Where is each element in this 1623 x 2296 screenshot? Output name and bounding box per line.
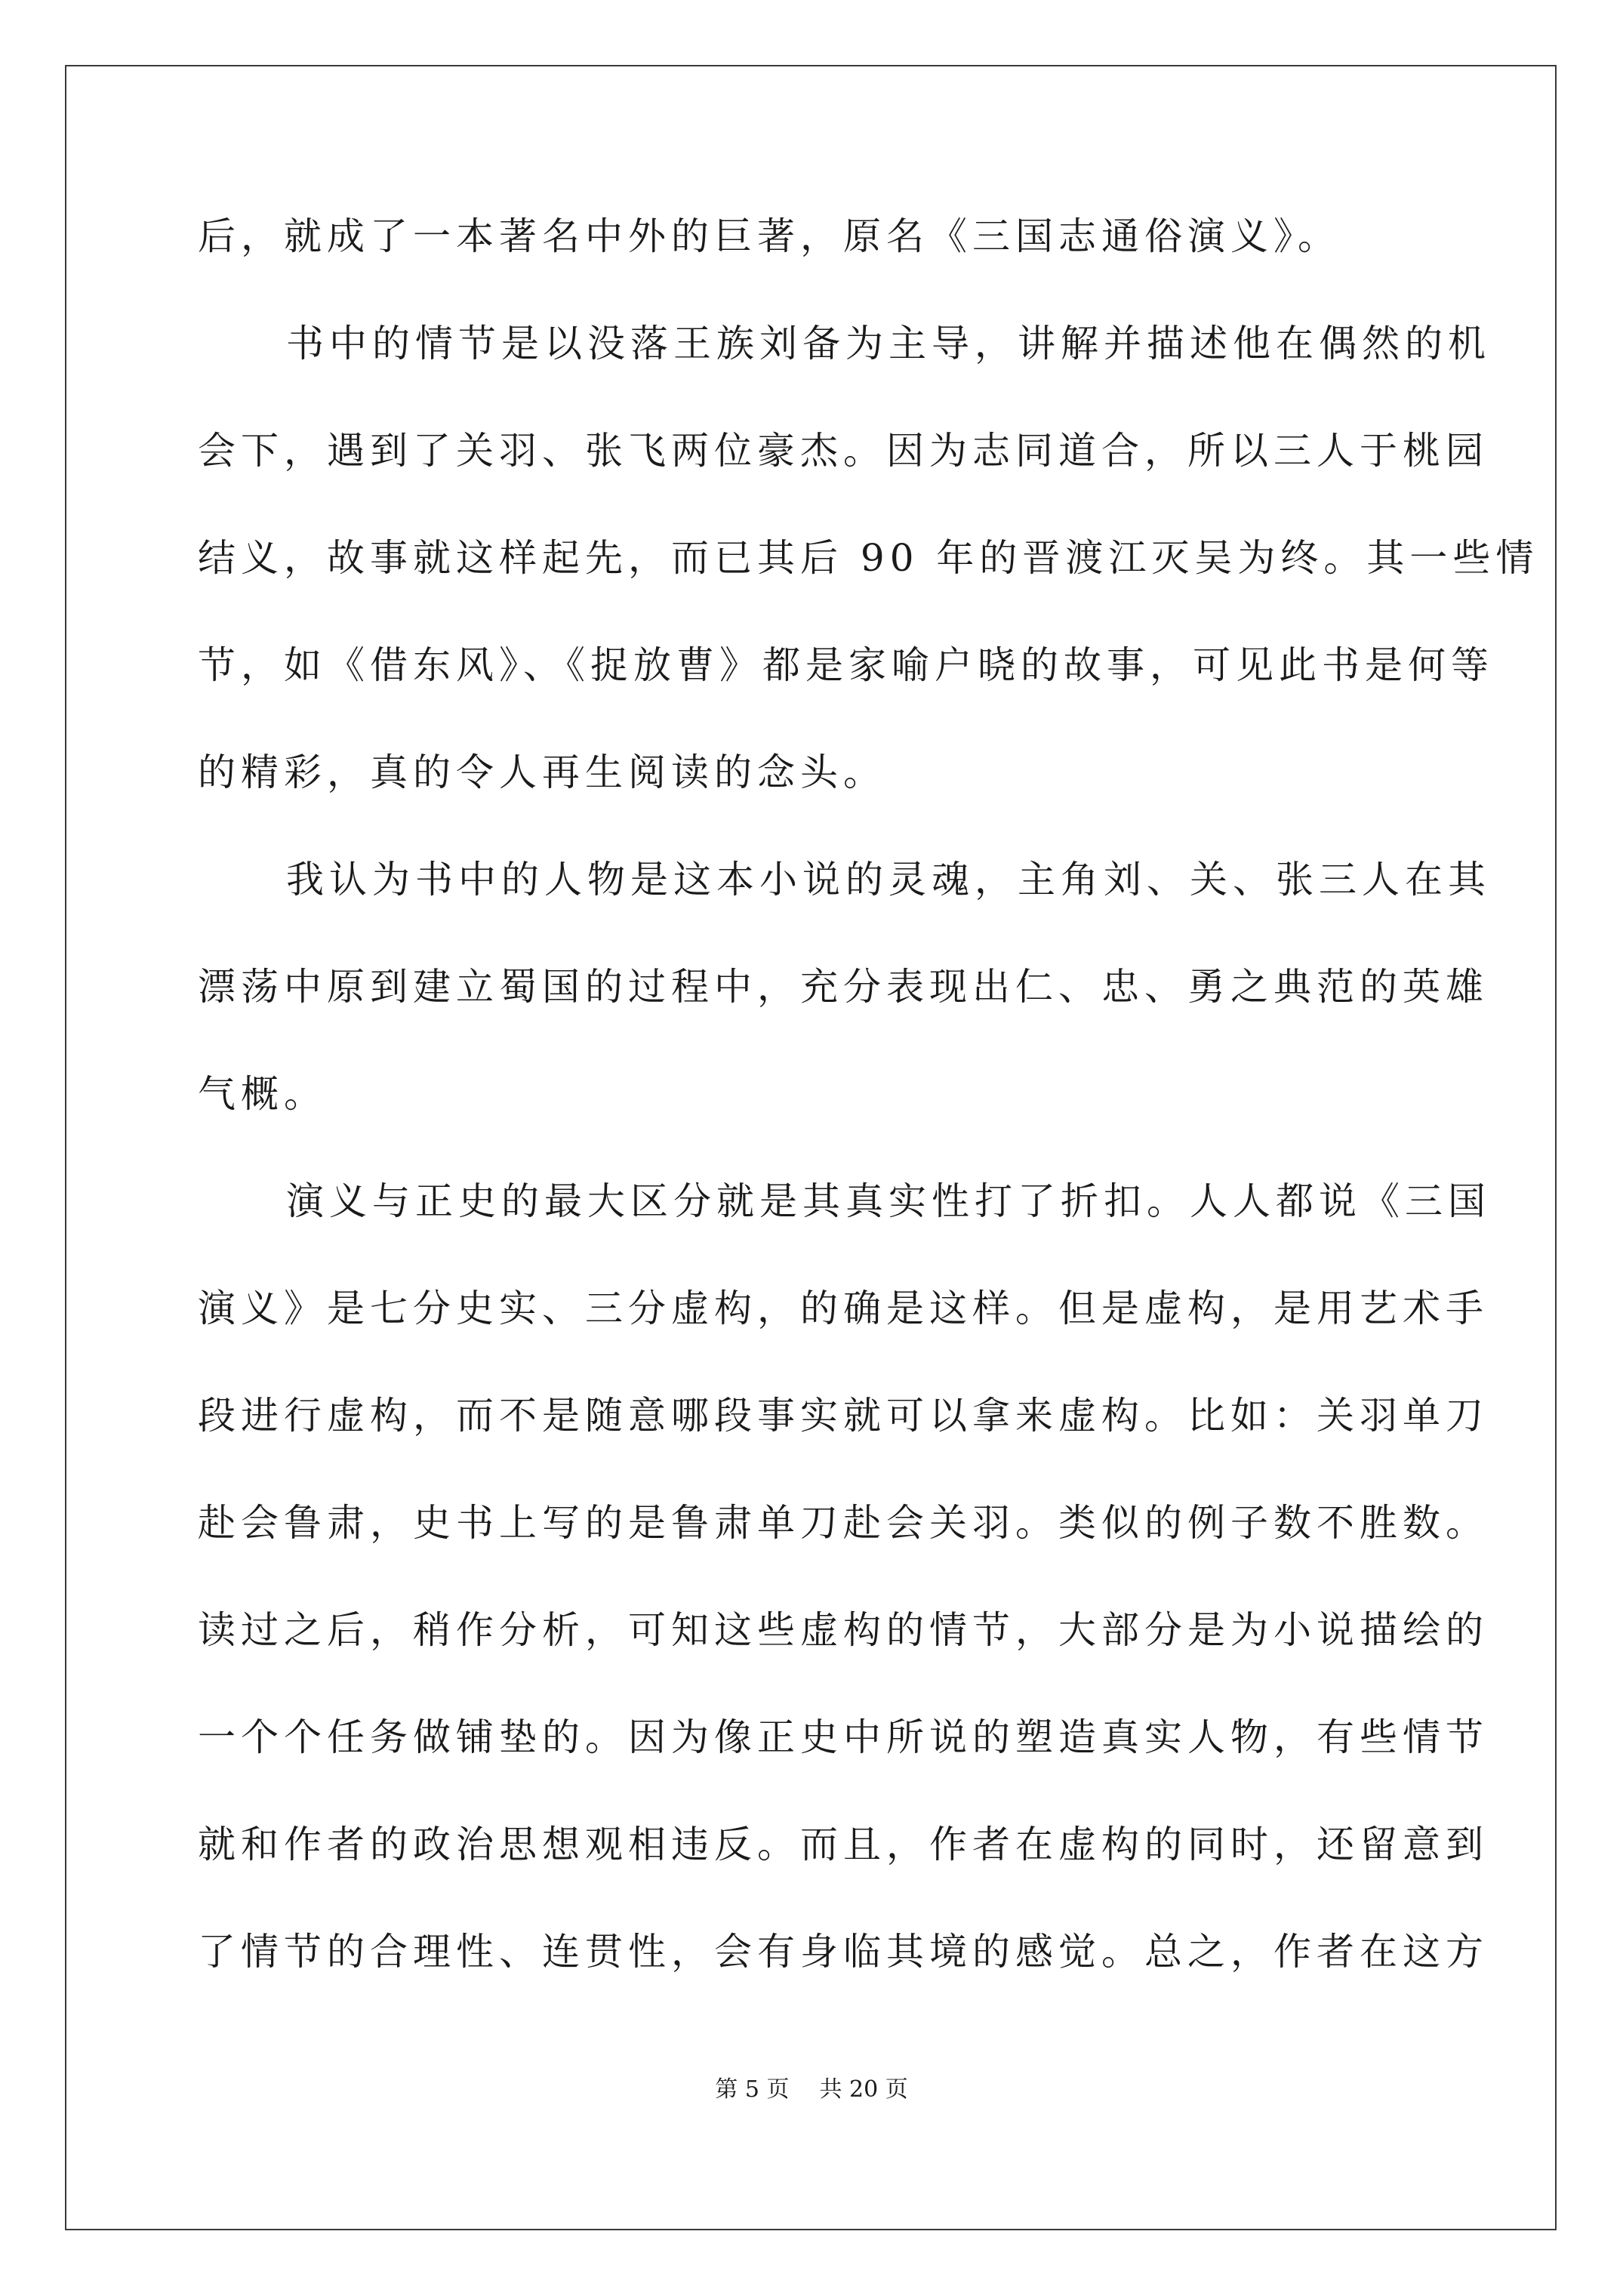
text-line: 我认为书中的人物是这本小说的灵魂，主角刘、关、张三人在其 [286,858,1491,901]
text-line: 气概。 [198,1072,327,1116]
page-number: 第 5 页 [715,2076,790,2103]
text-line: 后，就成了一本著名中外的巨著，原名《三国志通俗演义》。 [198,214,1341,258]
text-line: 书中的情节是以没落王族刘备为主导，讲解并描述他在偶然的机 [286,322,1491,365]
text-line: 会下，遇到了关羽、张飞两位豪杰。因为志同道合，所以三人于桃园 [198,429,1489,473]
text-line: 读过之后，稍作分析，可知这些虚构的情节，大部分是为小说描绘的 [198,1608,1489,1652]
text-line: 演义》是七分史实、三分虚构，的确是这样。但是虚构，是用艺术手 [198,1287,1489,1330]
text-line: 结义，故事就这样起先，而已其后 90 年的晋渡江灭吴为终。其一些情 [198,536,1539,580]
text-line: 段进行虚构，而不是随意哪段事实就可以拿来虚构。比如：关羽单刀 [198,1394,1489,1438]
text-line: 了情节的合理性、连贯性，会有身临其境的感觉。总之，作者在这方 [198,1930,1489,1974]
text-line: 赴会鲁肃，史书上写的是鲁肃单刀赴会关羽。类似的例子数不胜数。 [198,1501,1489,1545]
page-border [65,65,1557,2230]
page-total: 共 20 页 [819,2076,908,2103]
text-line: 一个个任务做铺垫的。因为像正史中所说的塑造真实人物，有些情节 [198,1715,1489,1759]
text-line: 演义与正史的最大区分就是其真实性打了折扣。人人都说《三国 [286,1179,1491,1223]
text-line: 就和作者的政治思想观相违反。而且，作者在虚构的同时，还留意到 [198,1823,1489,1866]
page-footer [0,2075,1623,2105]
text-line: 漂荡中原到建立蜀国的过程中，充分表现出仁、忠、勇之典范的英雄 [198,965,1489,1009]
text-line: 节，如《借东风》、《捉放曹》都是家喻户晓的故事，可见此书是何等 [198,643,1494,687]
text-line: 的精彩，真的令人再生阅读的念头。 [198,750,886,794]
